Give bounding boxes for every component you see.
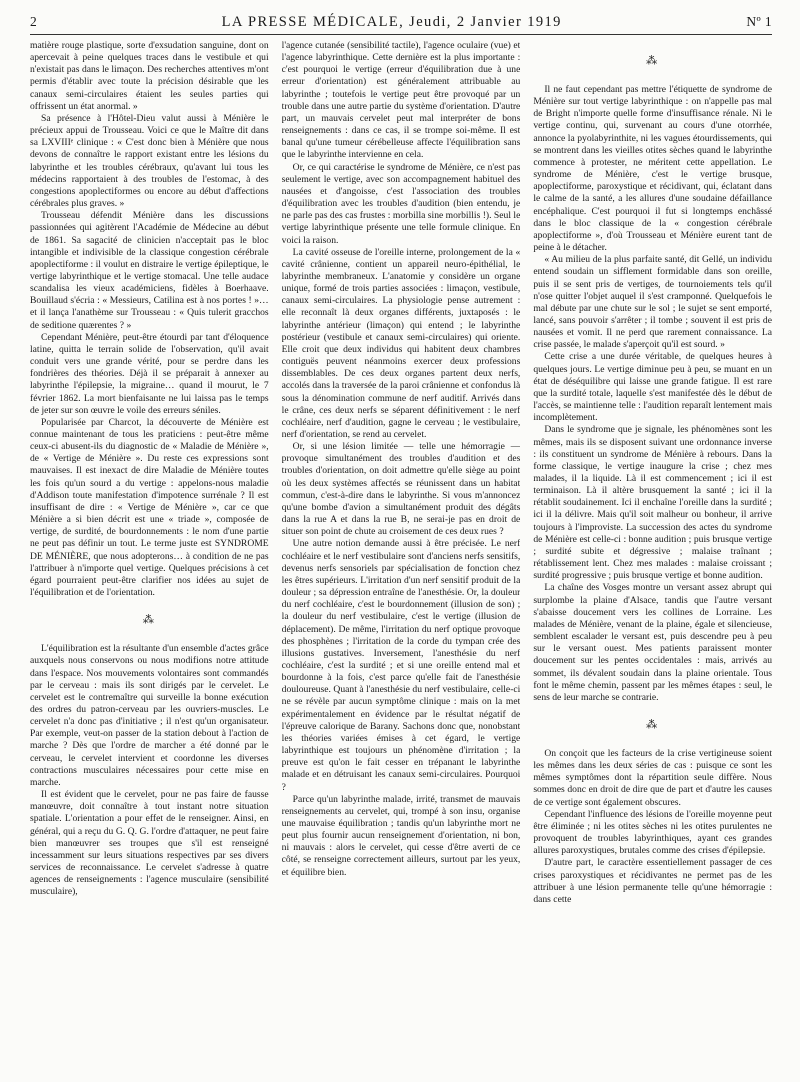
section-separator-stars: ⁂	[646, 55, 660, 67]
paragraph: La cavité osseuse de l'oreille interne, prolongement de la « cavité crânienne, contient un appareil neuro-épithélial, le labyrinthe membraneux. L'anatomie y considère un organe unique, formé de trois parties associées : limaçon, vestibule, canaux semi-circulaires. La physiologie pense autrement : elle reconnaît là deux organes différents, juxtaposés : le labyrinthe antérieur (limaçon) qui entend ; le labyrinthe postérieur (vestibule et canaux semi-circulaires) qui oriente. Elle croit que deux individus qui habitent deux chambres contiguës peuvent néanmoins exercer deux professions dissemblables. De ces deux organes partent deux nerfs, accolés dans la traversée de la paroi crânienne et confondus là sous la dénomination commune de nerf auditif. Arrivés dans le crâne, ces deux nerfs se séparent définitivement : le nerf cochléaire, nerf d'audition, gagne le cerveau ; le vestibulaire, nerf d'orientation, se rend au cervelet.	[281, 246, 521, 440]
paragraph: Sa présence à l'Hôtel-Dieu valut aussi à Ménière le précieux appui de Trousseau. Voici ce que le Maître dit dans sa LXVIIIᵉ clinique : « C'est donc bien à Ménière que nous devons de connaître le rapport existant entre les lésions du labyrinthe et les troubles cérébraux, qu'avant lui tous les médecins rapportaient à des troubles de l'estomac, à des congestions apoplectiformes ou encore au début d'affections cérébrales plus graves. »	[30, 112, 269, 210]
page-number: 2	[30, 14, 38, 29]
section-separator-stars: ⁂	[646, 718, 660, 731]
publication-title: LA PRESSE MÉDICALE, Jeudi, 2 Janvier 1919	[221, 14, 562, 30]
issue-number: Nº 1	[746, 14, 772, 29]
paragraph: Popularisée par Charcot, la découverte de Ménière est connue maintenant de tous les praticiens : peut-être même ceux-ci abusent-ils du diagnostic de « Maladie de Ménière », de « Vertige de Ménière ». Du reste ces expressions sont mauvaises. Il est inexact de dire Maladie de Ménière toutes les fois qu'un sourd a du vertige : appelons-nous maladie d'Addison toute manifestation d'impotence surrénale ? Il est insuffisant de dire : « Vertige de Ménière », car ce que Ménière a si bien décrit est une « triade », composée de vertige, de surdité, de bourdonnements : le nom d'une partie ne peut pas définir un tout. Le terme juste est SYNDROME DE MÉNIÈRE, que nous adopterons… à condition de ne pas l'attribuer à n'importe quel vertige. Quelques précisions à cet égard pourraient peut-être clarifier nos idées au sujet de l'équilibration et de l'orientation.	[30, 416, 269, 599]
paragraph: Il ne faut cependant pas mettre l'étiquette de syndrome de Ménière sur tout vertige labyrinthique : on n'appelle pas mal de Bright n'importe quelle forme d'insuffisance rénale. Ni le vertige continu, qui, survenant au cours d'une otorrhée, annonce la pyolabyrinthite, ni les vagues étourdissements, qui se montrent dans les vieilles otites sèches quand le labyrinthe commence à protester, ne méritent cette appellation. Le syndrome de Ménière, c'est le vertige brusque, apoplectiforme, paroxystique et récidivant, qui, éclatant dans le calme de la santé, a les allures d'une soudaine défaillance encéphalique. C'est pourquoi il fut si longtemps enchâssé dans le bloc classique de la « congestion cérébrale apoplectiforme », d'où Trousseau et Ménière eurent tant de peine à le détacher.	[533, 84, 772, 254]
paragraph: Dans le syndrome que je signale, les phénomènes sont les mêmes, mais ils se disposent suivant une ordonnance inverse : ils constituent un syndrome de Ménière à rebours. Dans la forme classique, le vertige inaugure la crise ; chez mes malades, il la liquide. Là il est commencement ; ici il est terminaison. Là il altère brusquement la santé ; ici il la rétablit soudainement. Ici il enchaîne l'oreille dans la surdité ; ici il la délivre. Mais qu'il soit malheur ou bonheur, il arrive toujours à l'improviste. La succession des actes du syndrome de Ménière est celle-ci : bonne audition ; puis brusque vertige ; surdité subite et dégressive ; malaise traînant ; rétablissement lent. Chez mes malades : malaise croissant ; surdité progressive ; puis brusque vertige et bonne audition.	[533, 424, 772, 582]
paragraph: On conçoit que les facteurs de la crise vertigineuse soient les mêmes dans les deux séries de cas : puisque ce sont les mêmes symptômes dont la répartition seule diffère. Nous sommes donc en droit de dire que de part et d'autre les causes de ce vertige sont également obscures.	[533, 747, 772, 808]
paragraph: « Au milieu de la plus parfaite santé, dit Gellé, un individu entend soudain un sifflement formidable dans son oreille, puis il se sent pris de vertiges, de tournoiements tels qu'il n'ose quitter l'objet auquel il s'est cramponné. Quelquefois le mal débute par une chute sur le sol ; le sujet se sent emporté, lancé, sans pouvoir s'arrêter ; il tombe ; souvent il est pris de nausées et vomit. Il ne perd que rarement connaissance. La crise passée, le malade s'aperçoit qu'il est sourd. »	[533, 254, 772, 351]
paragraph: L'équilibration est la résultante d'un ensemble d'actes grâce auxquels nous conservons ou nous modifions notre attitude dans l'espace. Nos mouvements volontaires sont commandés par le cerveau : mais ils sont dirigés par le cervelet. Le cervelet est le contremaître qui surveille la bonne exécution des ordres du patron-cerveau par les ouvriers-muscles. Le cervelet n'a donc pas d'initiative ; il n'est qu'un organisateur. Par exemple, veut-on passer de la station debout à l'action de marche ? Dès que l'ordre de marcher a été donné par le cerveau, le cervelet intervient et coordonne les diverses contractions musculaires nécessaires pour cette mise en marche.	[30, 643, 269, 788]
page-header	[30, 14, 772, 36]
paragraph: Cette crise a une durée véritable, de quelques heures à quelques jours. Le vertige diminue peu à peu, se muant en un état de déséquilibre qui laisse une grande fatigue. Il est rare que la surdité totale, laquelle s'est manifestée dès le début de l'accès, se maintienne telle : l'audition reparaît lentement mais incomplètement.	[533, 351, 772, 424]
paragraph: l'agence cutanée (sensibilité tactile), l'agence oculaire (vue) et l'agence labyrinthique. Cette dernière est la plus importante : c'est pourquoi le vertige (erreur d'équilibration due à une erreur d'orientation) est généralement attribuable au labyrinthe ; toutefois le vertige peut être provoqué par un trouble dans une autre partie du système d'orientation. D'autre part, un mauvais cervelet peut mal interpréter de bons renseignements : dans ce cas, il se trompe soi-même. Il est banal qu'une tumeur cérébelleuse affecte l'équilibration sans que le labyrinthe intervienne en cela.	[281, 40, 521, 161]
section-separator-stars: ⁂	[142, 614, 156, 627]
text-column-left	[30, 40, 269, 1076]
paragraph: La chaîne des Vosges montre un versant assez abrupt qui surplombe la plaine d'Alsace, tandis que l'autre versant s'abaisse doucement vers les collines de Lorraine. Les malades de Ménière, venant de la plaine, égale et silencieuse, semblent escalader le versant est, puis descendre peu à peu sur le versant ouest. Mes patients paraissent monter doucement sur les pentes occidentales : mais, arrivés au sommet, ils dévalent soudain dans la plaine orientale. Tous font le même chemin, passent par les mêmes étapes : seul, le sens de leur marche se contrarie.	[533, 582, 772, 703]
paragraph: Cependant Ménière, peut-être étourdi par tant d'éloquence latine, quitta le terrain solide de l'observation, qu'il avait conduit vers une grande vérité, pour se perdre dans les fondrières des théories. Déjà il se préparait à annexer au labyrinthe l'épilepsie, la migraine… quand il mourut, le 7 février 1862. La mort bienfaisante ne lui laissa pas le temps de jeter sur son œuvre le voile des erreurs séniles.	[30, 331, 269, 416]
text-column-middle	[282, 40, 521, 1076]
paragraph: Une autre notion demande aussi à être précisée. Le nerf cochléaire et le nerf vestibulaire sont d'anciens nerfs sensitifs, devenus nerfs sensoriels par spécialisation de fonction chez les êtres supérieurs. L'irritation d'un nerf sensitif produit de la douleur ; sa dépression entraîne de l'anesthésie. Or, la douleur du nerf cochléaire, c'est le bourdonnement (illusion de son) ; la douleur du nerf vestibulaire, c'est le vertige (illusion de déplacement). De même, l'irritation du nerf optique provoque des phosphènes ; l'irritation de la corde du tympan crée des illusions gustatives. Inversement, l'anesthésie du nerf cochléaire, c'est la surdité ; et si une oreille entend mal et bourdonne à la fois, c'est parce qu'elle fait de l'anesthésie douloureuse. Quant à l'anesthésie du nerf vestibulaire, celle-ci ne se révèle par aucun symptôme clinique : mais on la met expérimentalement en évidence par le résultat négatif de l'épreuve calorique de Barany. Sachons donc que, nonobstant les théories variées émises à cet égard, le vertige labyrinthique est toujours un phénomène d'irritation ; la preuve est qu'on le fait cesser en trépanant le labyrinthe malade et en détruisant les canaux semi-circulaires. Pourquoi ?	[281, 538, 521, 793]
paragraph: Trousseau défendit Ménière dans les discussions passionnées qui agitèrent l'Académie de Médecine au début de 1861. Sa sagacité de clinicien n'acceptait pas le bloc intangible et indivisible de la classique congestion cérébrale apoplectiforme : il voulut en distraire le vertige épileptique, le vertige labyrinthique et le vertige stomacal. Une telle audace scandalisa les vieux académiciens, fidèles à Boerhaave. Bouillaud s'écria : « Messieurs, Catilina est à nos portes ! »… et il lança l'anathème sur Trousseau : « Quis tulerit gracchos de seditione quærentes ? »	[30, 210, 269, 331]
header-rule	[30, 34, 772, 35]
article-columns	[30, 40, 772, 1076]
paragraph: matière rouge plastique, sorte d'exsudation sanguine, dont on apercevait à peine quelques traces dans le vestibule et qui n'existait pas dans le limaçon. Des recherches attentives m'ont permis d'établir avec toute la précision désirable que les canaux semi-circulaires étaient les seules parties qui offrissent un état anormal. »	[30, 40, 269, 112]
paragraph: Il est évident que le cervelet, pour ne pas faire de fausse manœuvre, doit connaître à tout instant notre situation spatiale. L'orientation a pour effet de le renseigner. Ainsi, en général, qui a reçu du G. Q. G. l'ordre d'attaquer, ne peut faire bien manœuvrer ses troupes que s'il est renseigné incessamment sur leurs situations respectives par ses divers services de reconnaissance. Le cervelet s'adresse à quatre agences de renseignements : l'agence musculaire (sensibilité musculaire),	[30, 789, 269, 898]
paragraph: Or, si une lésion limitée — telle une hémorragie — provoque simultanément des troubles d'audition et des troubles d'orientation, on doit admettre qu'elle siège au point où les deux systèmes affectés se réunissent dans un habitat commun, c'est-à-dire dans le labyrinthe. Si vous m'annoncez qu'une bombe d'avion a simultanément produit des dégâts dans la rue A et dans la rue B, ne serai-je pas en droit de situer son point de chute au croisement de ces deux rues ?	[281, 441, 521, 538]
paragraph: Parce qu'un labyrinthe malade, irrité, transmet de mauvais renseignements au cervelet, qui, trompé à son insu, organise une mauvaise équilibration ; tandis qu'un labyrinthe mort ne peut plus fournir aucun renseignement d'orientation, ni bon, ni mauvais : alors le cervelet, qui cesse d'être averti de ce côté, se renseigne correctement ailleurs, surtout par les yeux, et équilibre bien.	[281, 793, 521, 878]
paragraph: Cependant l'influence des lésions de l'oreille moyenne peut être éliminée ; ni les otites sèches ni les otites purulentes ne provoquent de troubles labyrinthiques, ayant ces grandes allures paroxystiques, brutales comme des crises d'épilepsie.	[533, 808, 772, 857]
paragraph: D'autre part, le caractère essentiellement passager de ces crises paroxystiques et récidivantes ne permet pas de les attribuer à une lésion permanente telle qu'une hémorragie : dans cette	[533, 857, 772, 905]
paragraph: Or, ce qui caractérise le syndrome de Ménière, ce n'est pas seulement le vertige, avec son accompagnement habituel des nausées et d'angoisse, c'est l'association des troubles d'équilibration avec les troubles d'audition (bien entendu, je ne parle pas des cas frustes : morbilla sine morbillis !). Seul le vertige labyrinthique présente une telle formule clinique. En voici la raison.	[281, 161, 521, 246]
text-column-right	[533, 40, 772, 1076]
